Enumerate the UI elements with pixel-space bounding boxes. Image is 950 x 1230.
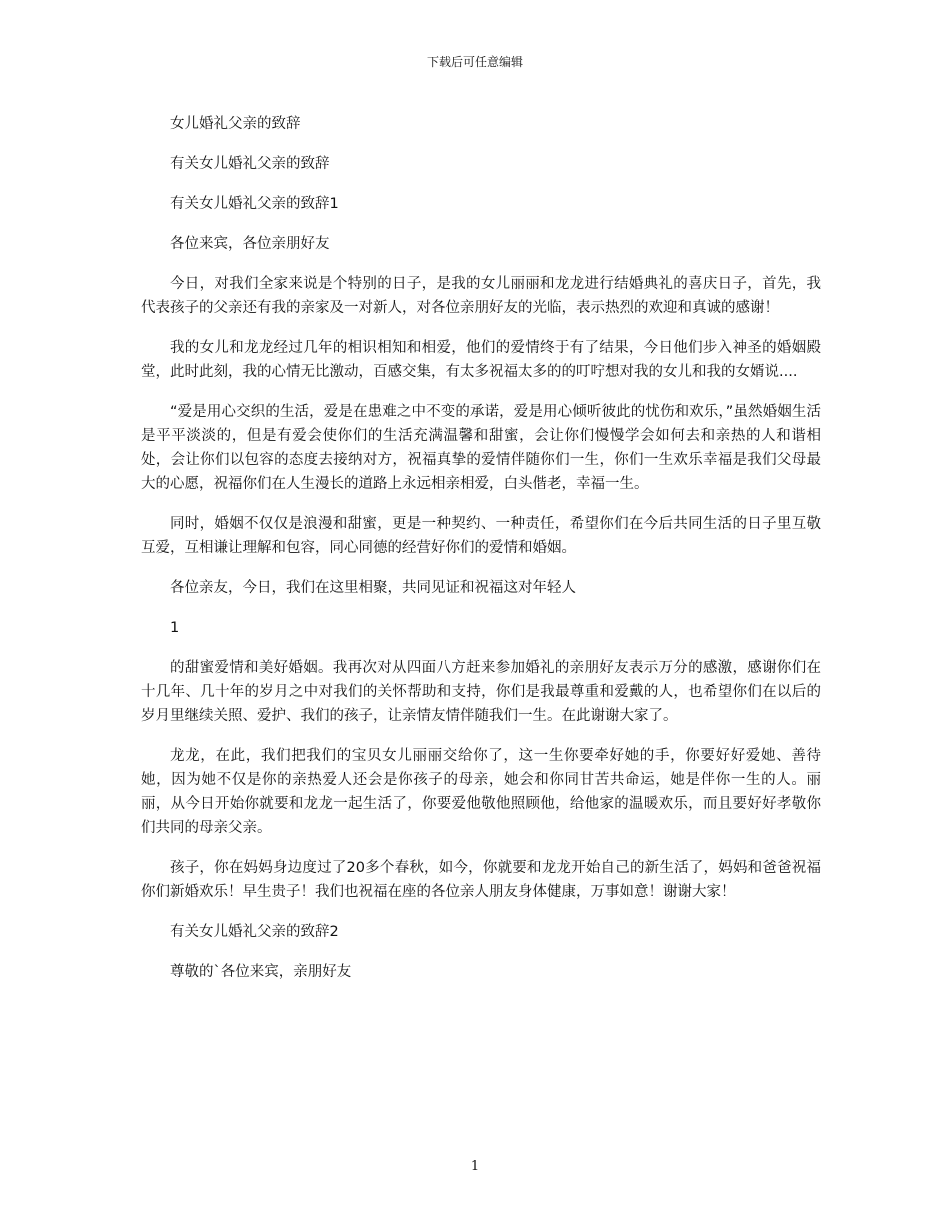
body-paragraph: 我的女儿和龙龙经过几年的相识相知和相爱，他们的爱情终于有了结果，今日他们步入神圣的婚姻殿堂，此时此刻，我的心情无比激动，百感交集，有太多祝福太多的的叮咛想对我的女儿和我的女婿说.... (141, 340, 821, 380)
page-header: 下载后可任意编辑 (426, 55, 523, 69)
salutation: 尊敬的`各位来宾，亲朋好友 (170, 964, 352, 980)
document-subtitle: 有关女儿婚礼父亲的致辞 (170, 156, 330, 172)
body-paragraph: 龙龙，在此，我们把我们的宝贝女儿丽丽交给你了，这一生你要牵好她的手，你要好好爱她、善待她，因为她不仅是你的亲热爱人还会是你孩子的母亲，她会和你同甘苦共命运，她是伴你一生的人。丽丽，从今日开始你就要和龙龙一起生活了，你要爱他敬他照顾他，给他家的温暖欢乐，而且要好好孝敬你们共同的母亲父亲。 (141, 748, 821, 836)
section-heading-1: 有关女儿婚礼父亲的致辞1 (170, 196, 339, 212)
section-heading-2: 有关女儿婚礼父亲的致辞2 (170, 924, 339, 940)
body-paragraph: 孩子，你在妈妈身边度过了20多个春秋，如今，你就要和龙龙开始自己的新生活了，妈妈和爸爸祝福你们新婚欢乐！早生贵子！我们也祝福在座的各位亲人朋友身体健康，万事如意！谢谢大家！ (141, 860, 821, 900)
body-paragraph: 各位亲友，今日，我们在这里相聚，共同见证和祝福这对年轻人 (170, 580, 576, 596)
inline-page-marker: 1 (170, 620, 180, 636)
document-body (141, 112, 821, 1000)
body-paragraph: “爱是用心交织的生活，爱是在患难之中不变的承诺，爱是用心倾听彼此的忧伤和欢乐，”虽然婚姻生活是平平淡淡的，但是有爱会使你们的生活充满温馨和甜蜜，会让你们慢慢学会如何去和亲热的人和谐相处，会让你们以包容的态度去接纳对方，祝福真挚的爱情伴随你们一生，你们一生欢乐幸福是我们父母最大的心愿，祝福你们在人生漫长的道路上永远相亲相爱，白头偕老，幸福一生。 (141, 404, 821, 492)
document-title: 女儿婚礼父亲的致辞 (170, 116, 301, 132)
body-paragraph: 今日，对我们全家来说是个特别的日子，是我的女儿丽丽和龙龙进行结婚典礼的喜庆日子，首先，我代表孩子的父亲还有我的亲家及一对新人，对各位亲朋好友的光临，表示热烈的欢迎和真诚的感谢！ (141, 276, 821, 316)
body-paragraph: 的甜蜜爱情和美好婚姻。我再次对从四面八方赶来参加婚礼的亲朋好友表示万分的感激，感谢你们在十几年、几十年的岁月之中对我们的关怀帮助和支持，你们是我最尊重和爱戴的人，也希望你们在以后的岁月里继续关照、爱护、我们的孩子，让亲情友情伴随我们一生。在此谢谢大家了。 (141, 660, 821, 724)
body-paragraph: 同时，婚姻不仅仅是浪漫和甜蜜，更是一种契约、一种责任，希望你们在今后共同生活的日子里互敬互爱，互相谦让理解和包容，同心同德的经营好你们的爱情和婚姻。 (141, 516, 821, 556)
page-number: 1 (470, 1159, 480, 1174)
salutation: 各位来宾，各位亲朋好友 (170, 236, 330, 252)
